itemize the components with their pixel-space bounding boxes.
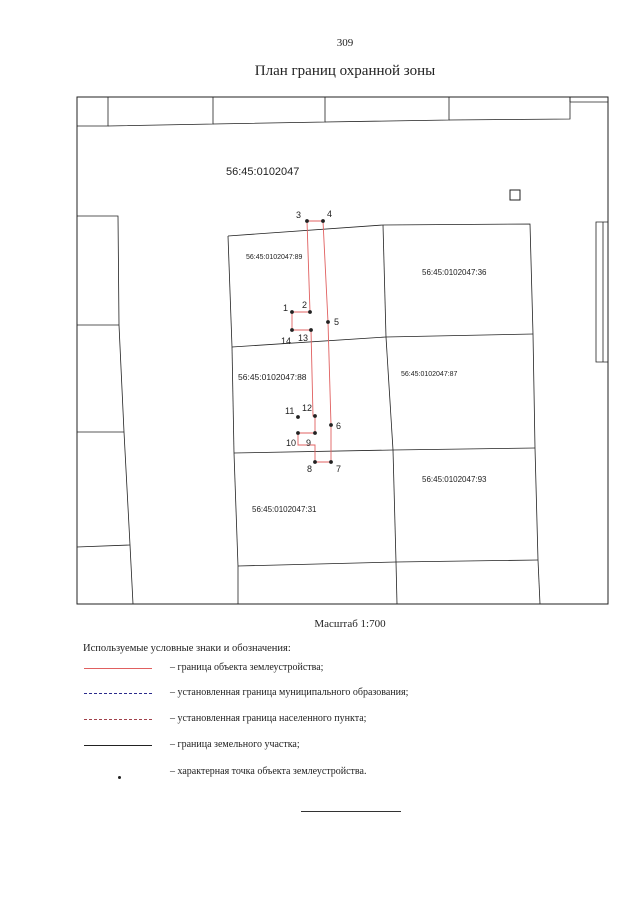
small-structure: [510, 190, 520, 200]
point-4: [321, 219, 325, 223]
legend-item-parcel-boundary: [0, 739, 640, 759]
parcel-label-93: 56:45:0102047:93: [422, 475, 487, 484]
legend-item-object-boundary: [0, 662, 640, 682]
point-14: [290, 328, 294, 332]
point-1: [290, 310, 294, 314]
legend-text-object-boundary: – граница объекта землеустройства;: [170, 662, 324, 673]
map-frame: [77, 97, 608, 604]
map-scale: Масштаб 1:700: [314, 618, 386, 630]
left-column-parcels: [77, 216, 133, 604]
legend-item-municipal-boundary: [0, 687, 640, 707]
point-label-8: 8: [307, 464, 313, 474]
point-11: [296, 415, 300, 419]
parcel-label-31: 56:45:0102047:31: [252, 505, 317, 514]
point-5: [326, 320, 330, 324]
legend-text-municipal-boundary: – установленная граница муниципального образования;: [170, 687, 409, 698]
point-label-7: 7: [336, 464, 342, 474]
point-label-1: 1: [283, 303, 289, 313]
point-13: [309, 328, 313, 332]
point-10: [296, 431, 300, 435]
point-label-6: 6: [336, 421, 342, 431]
point-2: [308, 310, 312, 314]
point-9: [313, 431, 317, 435]
legend-title: Используемые условные знаки и обозначения:: [83, 643, 291, 654]
point-label-12: 12: [302, 403, 313, 413]
plan-title: План границ охранной зоны: [254, 63, 436, 79]
point-label-3: 3: [296, 210, 302, 220]
legend-item-characteristic-point: [0, 766, 640, 786]
signature-line: [301, 811, 401, 812]
point-label-14: 14: [281, 336, 292, 346]
parcel-label-87: 56:45:0102047:87: [401, 371, 458, 378]
central-parcels: [228, 224, 540, 604]
parcel-label-36: 56:45:0102047:36: [422, 268, 487, 277]
legend-symbol-object-boundary: [84, 668, 152, 669]
legend-text-characteristic-point: – характерная точка объекта землеустройства.: [170, 766, 367, 777]
right-edge-parcel: [596, 222, 608, 362]
point-3: [305, 219, 309, 223]
point-label-10: 10: [286, 438, 297, 448]
legend-symbol-characteristic-point: [118, 776, 121, 779]
point-8: [313, 460, 317, 464]
point-12: [313, 414, 317, 418]
point-label-11: 11: [285, 406, 295, 416]
legend-text-settlement-boundary: – установленная граница населенного пункта;: [170, 713, 367, 724]
point-label-9: 9: [306, 438, 312, 448]
legend-symbol-parcel-boundary: [84, 745, 152, 746]
point-label-4: 4: [327, 209, 333, 219]
page-number: 309: [336, 37, 354, 49]
parcel-label-88: 56:45:0102047:88: [238, 372, 307, 382]
point-6: [329, 423, 333, 427]
point-7: [329, 460, 333, 464]
parcel-label-89: 56:45:0102047:89: [246, 254, 303, 261]
point-label-5: 5: [334, 317, 340, 327]
legend-text-parcel-boundary: – граница земельного участка;: [170, 739, 300, 750]
point-label-2: 2: [302, 300, 308, 310]
legend-symbol-municipal-boundary: [84, 693, 152, 694]
legend-symbol-settlement-boundary: [84, 719, 152, 720]
legend-item-settlement-boundary: [0, 713, 640, 733]
top-strip-parcels: [77, 97, 608, 126]
main-parcel-label: 56:45:0102047: [226, 166, 300, 178]
point-label-13: 13: [298, 333, 309, 343]
